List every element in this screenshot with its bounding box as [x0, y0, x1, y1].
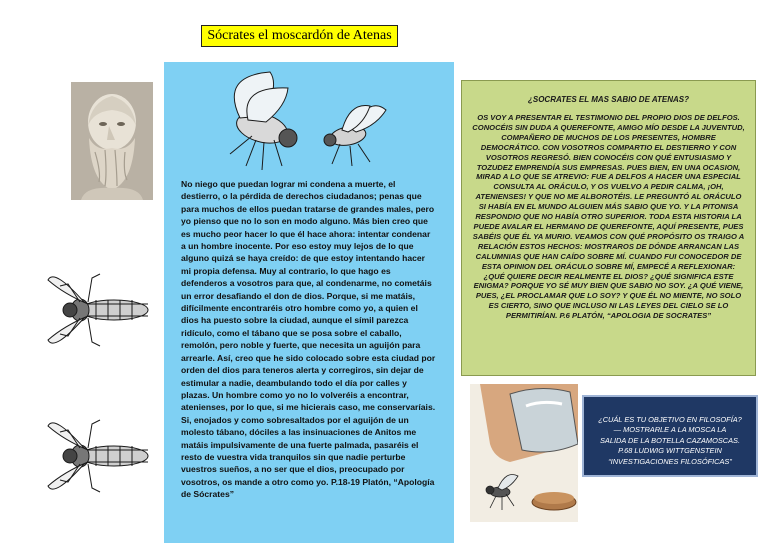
horsefly-engraving-image [44, 410, 164, 502]
page-title: Sócrates el moscardón de Atenas [201, 25, 398, 47]
oracle-panel-text: OS VOY A PRESENTAR EL TESTIMONIO DEL PROPIO DIOS DE DELFOS. CONOCÉIS SIN DUDA A QUEREFONTE, AMIGO MÍO DESDE LA JUVENTUD, COMPAÑERO DE MUCHOS DE LOS PRESENTES, HOMBRE DEMOCRÁTICO. CON VOSOTROS COMPARTIO EL DESTIERRO Y CON VOSOTROS REGRESÓ. BIEN CONOCÉIS CON QUÉ ENTUSIASMO Y TOZUDEZ EMPRENDÍA SUS EMPRESAS. PUES BIEN, EN UNA OCASION, MIRAD A LO QUE SE ATREVIO: FUE A DELFOS A HACER UNA ESPECIAL CONSULTA AL ORÁCULO, Y OS VUELVO A PEDIR CALMA, ¡OH, ATENIENSES! Y QUE NO ME ALBOROTÉIS. LE PREGUNTÓ AL ORÁCULO SI HABÍA EN EL MUNDO ALGUIEN MÁS SABIO QUE YO. Y LA PITONISA RESPONDIO QUE NO HABÍA OTRO SUPERIOR. TODA ESTA HISTORIA LA PUEDE AVALAR EL HERMANO DE QUEREFONTE, AQUÍ PRESENTE, PUES SABÉIS QUE ÉL YA MURIO. VEAMOS CON QUÉ PROPÓSITO OS TRAIGO A RELACIÓN ESTOS HECHOS: MOSTRAROS DE DÓNDE ARRANCAN LAS CALUMNIAS QUE HAN CAÍDO SOBRE MÍ. CUANDO FUI CONOCEDOR DE ESTA OPINION DEL ORÁCULO SOBRE MÍ, EMPECÉ A REFLEXIONAR: ¿QUÉ QUIERE DECIR REALMENTE EL DIOS? ¿QUÉ SIGNIFICA ESTE ENIGMA? PORQUE YO SÉ MUY BIEN QUE SABIO NO SOY. ¿A QUÉ VIENE, PUES, ¿EL PROCLAMAR QUE LO SOY? Y QUE ÉL NO MIENTE, NO SOLO ES CIERTO, SINO QUE INCLUSO NI LAS LEYES DEL CIELO SE LO PERMITIRÍAN. P.6 PLATÓN, “APOLOGIA DE SOCRATES” [472, 113, 745, 321]
apologia-quote-text: No niego que puedan lograr mi condena a muerte, el destierro, o la pérdida de derechos ciudadanos; penas que para muchos de ellos puedan tratarse de grandes males, pero yo pienso que no lo son en modo alguno. Más bien creo que es mucho peor hacer lo que él hace ahora: intentar condenar a un hombre inocente. Por eso estoy muy lejos de lo que alguno quizá se haya creído: de que estoy intentando hacer mi propia defensa. Muy al contrario, lo que hago es defenderos a vosotros para que, al condenarme, no cometáis un error desafiando el don de dios. Porque, si me matáis, difícilmente encontraréis otro hombre como yo, a quien el dios ha puesto sobre la ciudad, aunque el símil parezca ridículo, como el tábano que se posa sobre el caballo, remolón, pero noble y fuerte, que necesita un aguijón para arrearle. Así, creo que he sido colocado sobre esta ciudad por orden del dios para teneros alerta y corregiros, sin dejar de estimular a nadie, deambulando todo el día por calles y plazas. Un hombre como yo no lo volveréis a encontrar, atenienses, por lo que, si me hicierais caso, me conservaríais. Si, enojados y como sobresaltados por el aguijón de un molesto tábano, dóciles a las insinuaciones de Anitos me matáis impulsivamente de una fuerte palmada, pasaréis el resto de vuestra vida tranquilos sin que nadie perturbe vuestros sueños, a no ser que el dios, preocupado por vosotros, os mande a otro como yo. P.18-19 Platón, “Apología de Sócrates” [181, 179, 436, 500]
wittgenstein-quote-text: ¿CUÁL ES TU OBJETIVO EN FILOSOFÍA? — MOSTRARLE A LA MOSCA LA SALIDA DE LA BOTELLA CAZAMOSCAS. P.68 LUDWIG WITTGENSTEIN “INVESTIGACIONES FILOSÓFICAS” [598, 415, 742, 466]
fly-in-jar-image [470, 384, 578, 522]
horsefly-engraving-image [44, 264, 164, 356]
socrates-bust-image [71, 82, 153, 200]
flies-engraving-image [200, 66, 390, 174]
oracle-panel-title: ¿SOCRATES EL MAS SABIO DE ATENAS? [527, 95, 690, 104]
